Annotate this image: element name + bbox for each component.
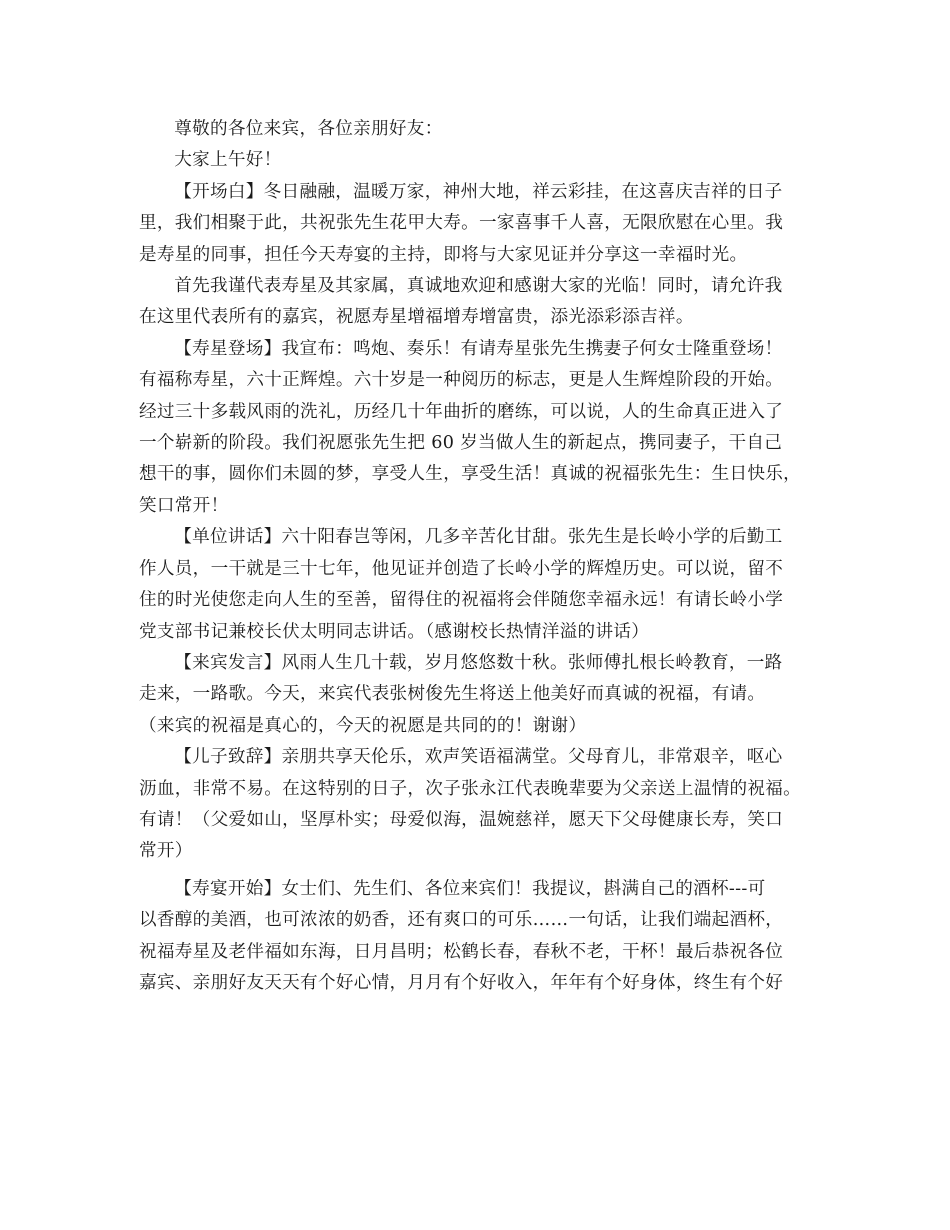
son-speech-paragraph bbox=[139, 742, 815, 868]
text-line: 【来宾发言】风雨人生几十载，岁月悠悠数十秋。张师傅扎根长岭教育，一路 bbox=[174, 652, 783, 673]
text-line: 【儿子致辞】亲朋共享天伦乐，欢声笑语福满堂。父母育儿，非常艰辛，呕心 bbox=[174, 747, 783, 768]
text-line: 里，我们相聚于此，共祝张先生花甲大寿。一家喜事千人喜，无限欣慰在心里。我 bbox=[139, 213, 784, 234]
text-line: 常开） bbox=[139, 841, 193, 862]
text-line: 首先我谨代表寿星及其家属，真诚地欢迎和感谢大家的光临！同时，请允许我 bbox=[174, 276, 783, 297]
text-line: 住的时光使您走向人生的至善，留得住的祝福将会伴随您幸福永远！有请长岭小学 bbox=[139, 590, 784, 611]
text-line: 有请！（父爱如山，坚厚朴实；母爱似海，温婉慈祥，愿天下父母健康长寿，笑口 bbox=[139, 809, 784, 830]
text-line: 走来，一路歌。今天，来宾代表张树俊先生将送上他美好而真诚的祝福，有请。 bbox=[139, 684, 766, 705]
text-line: 【寿星登场】我宣布：鸣炮、奏乐！有请寿星张先生携妻子何女士隆重登场！ bbox=[174, 338, 783, 359]
text-line: 经过三十多载风雨的洗礼，历经几十年曲折的磨练，可以说，人的生命真正进入了 bbox=[139, 401, 784, 422]
text-line: 嘉宾、亲朋好友天天有个好心情，月月有个好收入，年年有个好身体，终生有个好 bbox=[139, 972, 784, 993]
opening-paragraph bbox=[139, 177, 815, 271]
document-page bbox=[139, 114, 815, 999]
star-entrance-paragraph bbox=[139, 334, 815, 522]
text-line: 有福称寿星，六十正辉煌。六十岁是一种阅历的标志，更是人生辉煌阶段的开始。 bbox=[139, 370, 784, 391]
text-line: 想干的事，圆你们未圆的梦，享受人生，享受生活！真诚的祝福张先生：生日快乐， bbox=[139, 464, 802, 485]
text-line: 以香醇的美酒，也可浓浓的奶香，还有爽口的可乐……一句话，让我们端起酒杯， bbox=[139, 910, 784, 931]
text-line: 【开场白】冬日融融，温暖万家，神州大地，祥云彩挂，在这喜庆吉祥的日子 bbox=[174, 181, 783, 202]
text-line: 【寿宴开始】女士们、先生们、各位来宾们！我提议，斟满自己的酒杯---可 bbox=[174, 878, 766, 899]
text-line: 笑口常开！ bbox=[139, 495, 229, 516]
text-line: 尊敬的各位来宾，各位亲朋好友： bbox=[174, 119, 443, 139]
text-line: 祝福寿星及老伴福如东海，日月昌明；松鹤长春，春秋不老，干杯！最后恭祝各位 bbox=[139, 941, 784, 962]
greeting-paragraph bbox=[139, 114, 815, 145]
text-line: 在这里代表所有的嘉宾，祝愿寿星增福增寿增富贵，添光添彩添吉祥。 bbox=[139, 307, 694, 328]
text-line: 是寿星的同事，担任今天寿宴的主持，即将与大家见证并分享这一幸福时光。 bbox=[139, 244, 748, 265]
banquet-start-paragraph bbox=[139, 874, 815, 1000]
text-line: 作人员，一干就是三十七年，他见证并创造了长岭小学的辉煌历史。可以说，留不 bbox=[139, 558, 784, 579]
text-line: 大家上午好！ bbox=[174, 150, 282, 171]
welcome-paragraph bbox=[139, 271, 815, 334]
guest-speech-paragraph bbox=[139, 648, 815, 742]
text-line: 党支部书记兼校长伏太明同志讲话。（感谢校长热情洋溢的讲话） bbox=[139, 621, 650, 642]
text-line: 一个崭新的阶段。我们祝愿张先生把 60 岁当做人生的新起点，携同妻子，干自己 bbox=[139, 433, 783, 454]
text-line: （来宾的祝福是真心的，今天的祝愿是共同的的！谢谢） bbox=[139, 715, 587, 736]
unit-speech-paragraph bbox=[139, 522, 815, 648]
text-line: 【单位讲话】六十阳春岂等闲，几多辛苦化甘甜。张先生是长岭小学的后勤工 bbox=[174, 527, 783, 548]
good-morning-paragraph bbox=[139, 145, 815, 176]
text-line: 沥血，非常不易。在这特别的日子，次子张永江代表晚辈要为父亲送上温情的祝福。 bbox=[139, 778, 802, 799]
